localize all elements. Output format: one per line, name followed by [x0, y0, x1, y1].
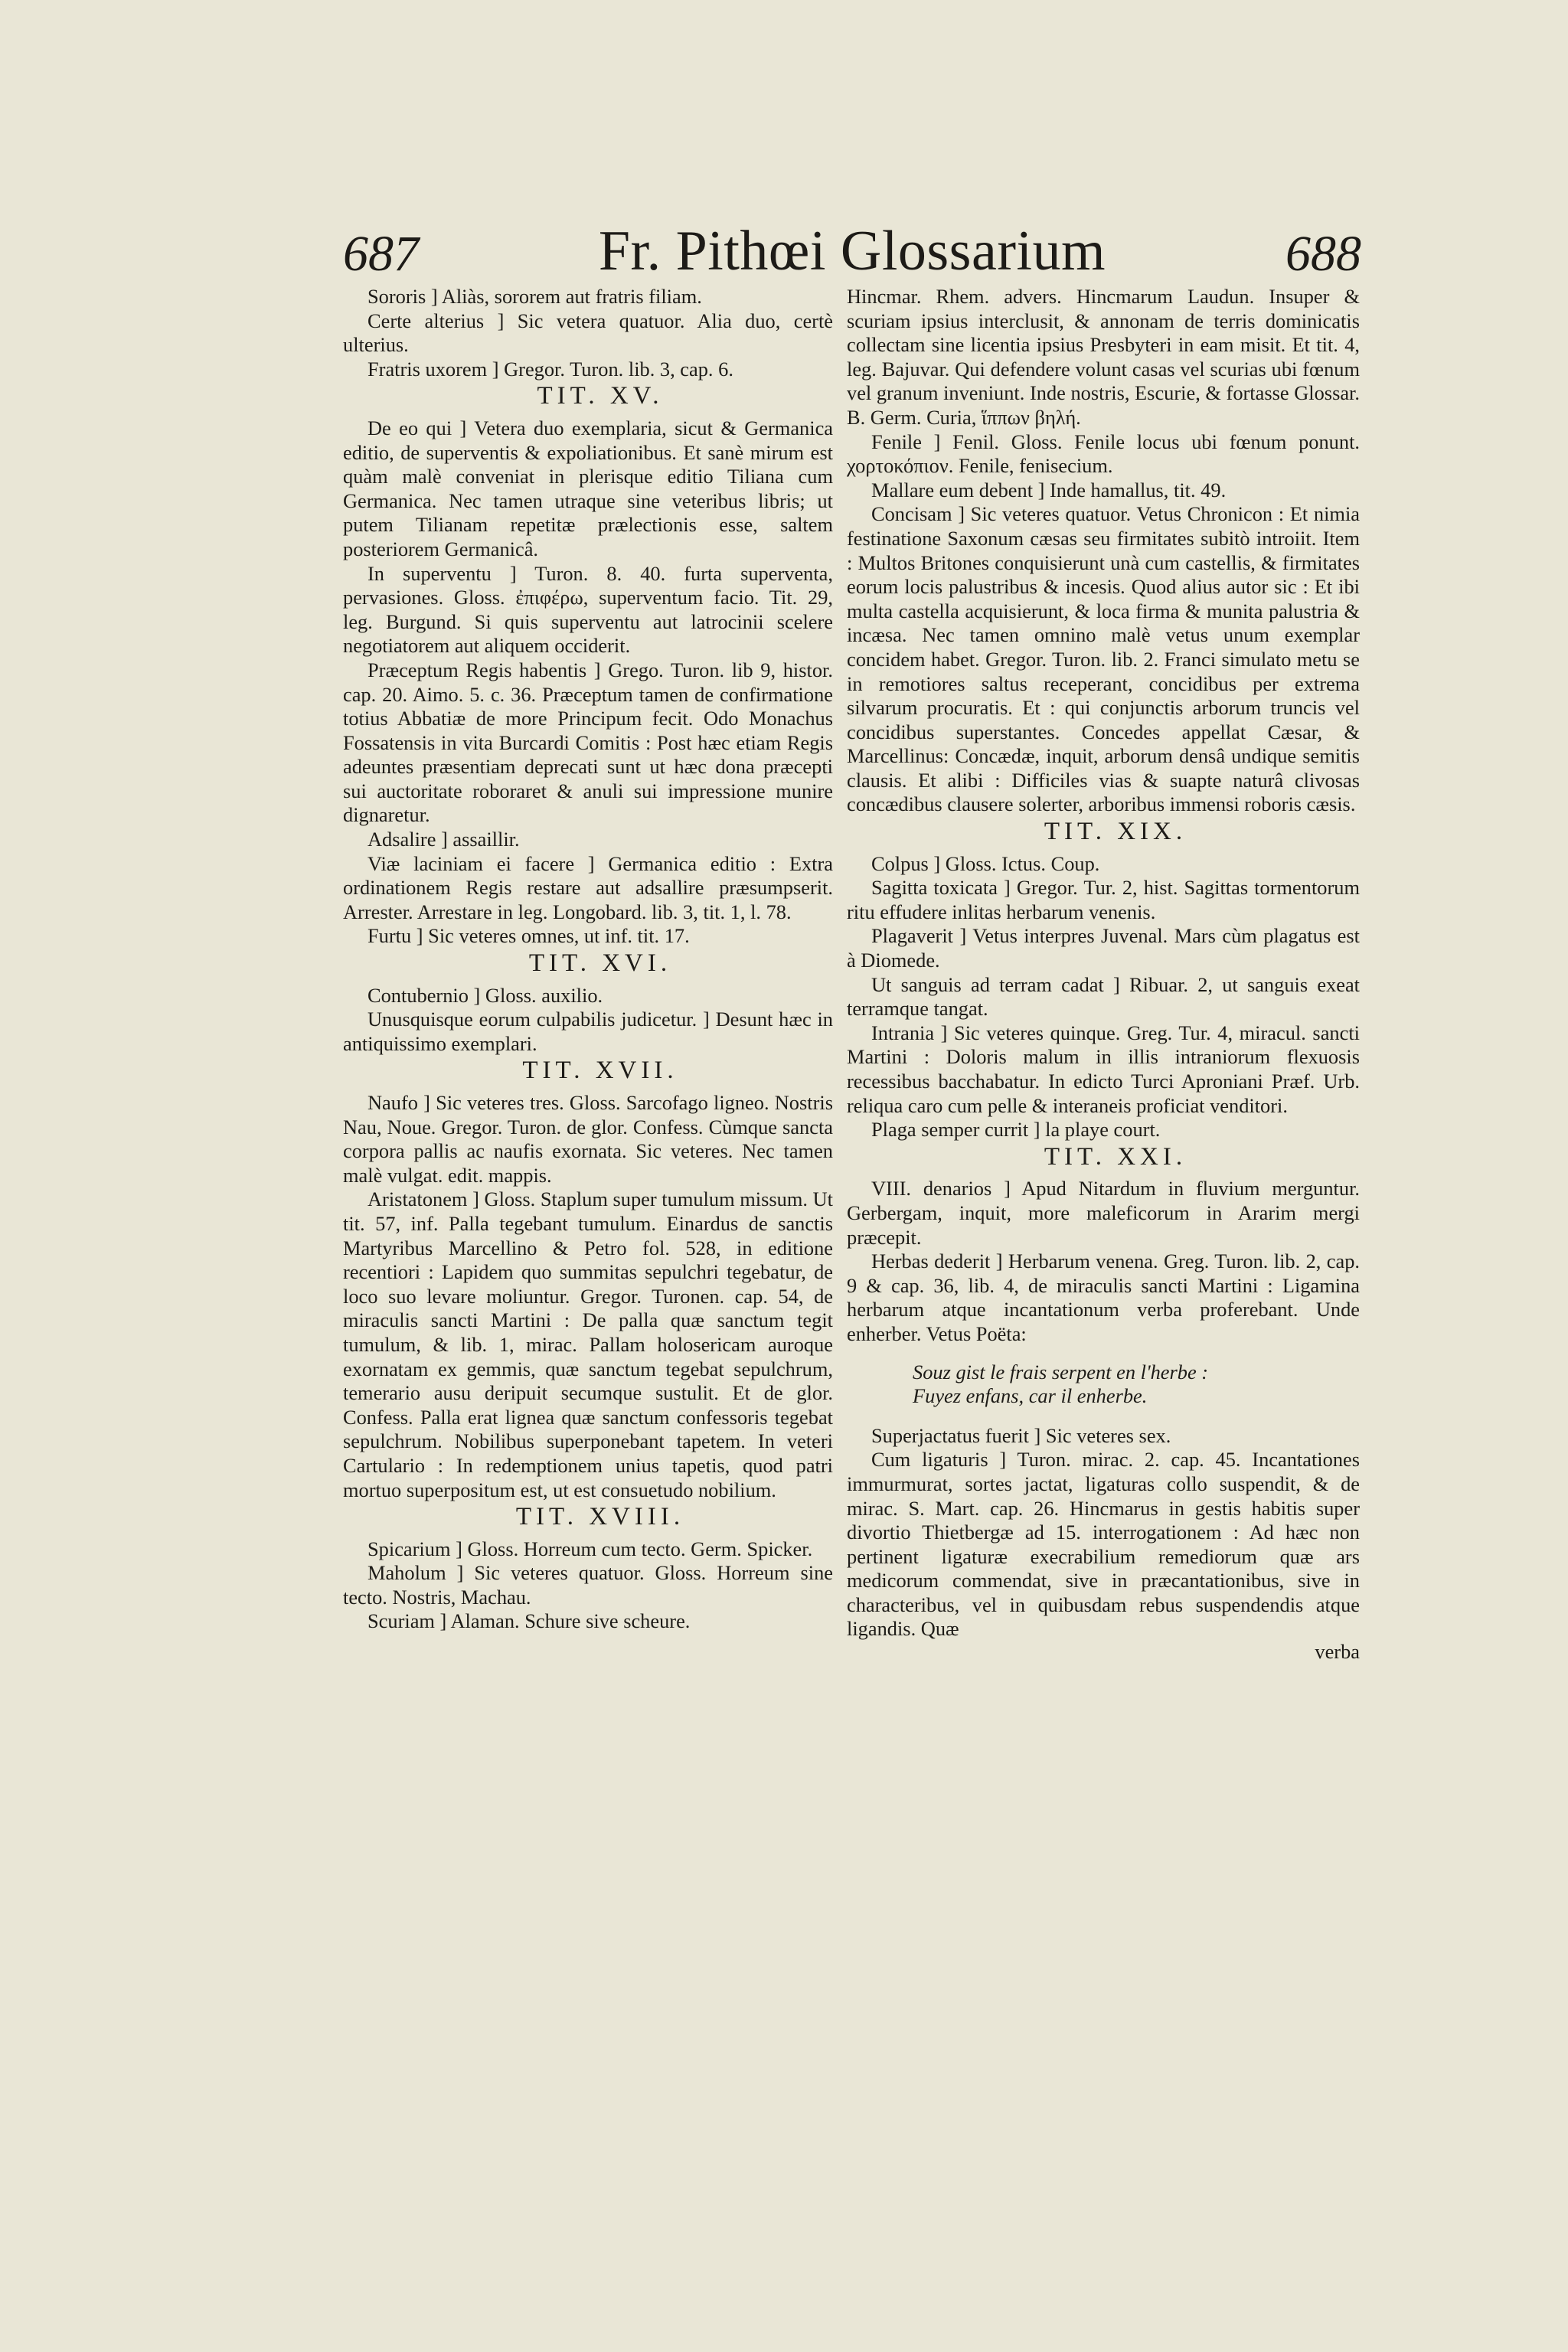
left-page-number: 687 — [343, 226, 419, 282]
section-heading: TIT. XVIII. — [515, 1503, 685, 1531]
gloss-entry: Maholum ] Sic veteres quatuor. Gloss. Horreum sine tecto. Nostris, Machau. — [343, 1561, 833, 1609]
section-heading: TIT. XV. — [537, 382, 664, 410]
gloss-entry: Colpus ] Gloss. Ictus. Coup. — [871, 851, 1100, 875]
gloss-entry: Concisam ] Sic veteres quatuor. Vetus Chronicon : Et nimia festinatione Saxonum cæsas seu firmitates subitò introiit. Item : Multos Britones conquisierunt unà cum castellis, & firmitates eorum locis palustribus & incesis. Quod alius autor sic : Et ibi multa castella acquisierunt, & loca firma & munita palustria & incæsa. Nec tamen omnino malè vetus unum exemplar concidem habet. Gregor. Turon. lib. 2. Franci simulato metu se in remotiores saltus receperant, concidibus per extrema silvarum procuratis. Et : qui conjunctis arborum truncis vel concidibus superstantes. Concedes appellat Cæsar, & Marcellinus: Concædæ, inquit, arborum densâ undique semitis clausis. Et alibi : Difficiles vias & suapte naturâ clivosas concædibus clausere solerter, arboribus immensi roboris cæsis. — [847, 502, 1360, 816]
gloss-entry: Aristatonem ] Gloss. Staplum super tumulum missum. Ut tit. 57, inf. Palla tegebant tumulum. Einardus de sanctis Martyribus Marcellino & Petro fol. 528, in editione recentiori : Lapidem quo summitas sepulchri tegebatur, de loco suo levare moliuntur. Gregor. Turonen. cap. 54, de miraculis sancti Martini : De palla quæ sanctum tegit tumulum, & lib. 1, mirac. Pallam holosericam auroque exornatam ex gemmis, quæ sanctum tegebat sepulchrum, temerario ausu deripuit secumque sustulit. Et de glor. Confess. Palla erat lignea quæ sanctum confessoris tegebat sepulchrum. Nobilibus superponebant tapetem. In veteri Cartulario : In redemptionem unius tapetis, quod patri mortuo superpositum est, ut est consuetudo nobilium. — [343, 1187, 833, 1501]
continued-paragraph: Hincmar. Rhem. advers. Hincmarum Laudun. Insuper & scuriam ipsius interclusit, & annonam de terris dominicatis collectam sine licentia ipsius Presbyteri in eam misit. Et tit. 4, leg. Bajuvar. Qui defendere volunt casas vel scurias ubi fœnum vel granum inveniunt. Inde nostris, Escurie, & fortasse Glossar. B. Germ. Curia, ἵππων βηλή. — [847, 285, 1360, 429]
gloss-entry: Superjactatus fuerit ] Sic veteres sex. — [871, 1423, 1171, 1447]
gloss-entry: In superventu ] Turon. 8. 40. furta superventa, pervasiones. Gloss. ἐπιφέρω, superventum facio. Tit. 29, leg. Burgund. Si quis superventu aut latrocinii scelere negotiatorem aut aliquem occiderit. — [343, 561, 833, 658]
right-text-column — [847, 285, 1360, 1664]
verse-line: Fuyez enfans, car il enherbe. — [913, 1384, 1148, 1408]
verse-quote — [847, 1361, 1360, 1409]
gloss-entry: Fenile ] Fenil. Gloss. Fenile locus ubi fœnum ponunt. χορτοκόπιον. Fenile, fenisecium. — [847, 430, 1360, 478]
gloss-entry: Sororis ] Aliàs, sororem aut fratris filiam. — [368, 285, 702, 308]
section-heading: TIT. XVI. — [528, 949, 672, 978]
right-page-number: 688 — [1285, 226, 1361, 282]
section-heading: TIT. XVII. — [522, 1057, 678, 1085]
gloss-entry: Plagaverit ] Vetus interpres Juvenal. Mars cùm plagatus est à Diomede. — [847, 924, 1360, 972]
gloss-entry: VIII. denarios ] Apud Nitardum in fluvium merguntur. Gerbergam, inquit, more maleficorum in Ararim mergi præcepit. — [847, 1177, 1360, 1249]
gloss-entry: Adsalire ] assaillir. — [368, 828, 520, 851]
gloss-entry: Cum ligaturis ] Turon. mirac. 2. cap. 45. Incantationes immurmurat, sortes jactat, ligaturas collo suspendit, & de mirac. S. Mart. cap. 26. Hincmarus in gestis habitis super divortio Thietbergæ ad 15. interrogationem : Ad hæc non pertinent ligaturæ execrabilium remediorum quæ ars medicorum commendat, sive in præcantationibus, sive in characteribus, vel in quibusdam rebus suspendendis atque ligandis. Quæ — [847, 1448, 1360, 1641]
gloss-entry: Unusquisque eorum culpabilis judicetur. ] Desunt hæc in antiquissimo exemplari. — [343, 1008, 833, 1055]
gloss-entry: Scuriam ] Alaman. Schure sive scheure. — [368, 1609, 691, 1633]
gloss-entry: Præceptum Regis habentis ] Grego. Turon. lib 9, histor. cap. 20. Aimo. 5. c. 36. Præceptum tamen de confirmatione totius Abbatiæ de more Principum fecit. Odo Monachus Fossatensis in vita Burcardi Comitis : Post hæc etiam Regis adeuntes præsentiam deprecati sunt ut hæc dona præcepti sui auctoritate roboraret & anuli sui impressione munire dignaretur. — [343, 658, 833, 827]
gloss-entry: Plaga semper currit ] la playe court. — [871, 1118, 1161, 1142]
gloss-entry: Fratris uxorem ] Gregor. Turon. lib. 3, cap. 6. — [368, 357, 733, 381]
gloss-entry: Contubernio ] Gloss. auxilio. — [368, 983, 603, 1007]
gloss-entry: Intrania ] Sic veteres quinque. Greg. Tur. 4, miracul. sancti Martini : Doloris malum in illis intraniorum flexuosis recessibus bacchabatur. In edicto Turci Aproniani Præf. Urb. reliqua caro cum pelle & interaneis proficiat venditori. — [847, 1021, 1360, 1117]
running-header — [343, 195, 1361, 283]
gloss-entry: Spicarium ] Gloss. Horreum cum tecto. Germ. Spicker. — [368, 1537, 813, 1560]
gloss-entry: De eo qui ] Vetera duo exemplaria, sicut & Germanica editio, de superventis & expoliationibus. Et sanè mirum est quàm malè conveniat in plerisque editio Tiliana cum Germanica. Nec tamen utraque sine veteribus libris; ut putem Tilianam repetitæ prælectionis esse, saltem posteriorem Germanicâ. — [343, 416, 833, 560]
left-text-column — [343, 285, 833, 1634]
gloss-entry: Sagitta toxicata ] Gregor. Tur. 2, hist. Sagittas tormentorum ritu effudere inlitas herbarum venenis. — [847, 876, 1360, 923]
gloss-entry: Ut sanguis ad terram cadat ] Ribuar. 2, ut sanguis exeat terramque tangat. — [847, 972, 1360, 1021]
page-title: Fr. Pithœi Glossarium — [598, 220, 1106, 283]
gloss-entry: Certe alterius ] Sic vetera quatuor. Alia duo, certè ulterius. — [343, 309, 833, 357]
gloss-entry: Furtu ] Sic veteres omnes, ut inf. tit. 17. — [368, 924, 690, 948]
gloss-entry: Viæ laciniam ei facere ] Germanica editio : Extra ordinationem Regis restare aut adsallire præsumpserit. Arrester. Arrestare in leg. Longobard. lib. 3, tit. 1, l. 78. — [343, 851, 833, 923]
gloss-entry: Mallare eum debent ] Inde hamallus, tit. 49. — [871, 478, 1227, 501]
catchword: verba — [1315, 1640, 1360, 1664]
section-heading: TIT. XIX. — [1044, 818, 1187, 846]
gloss-entry: Herbas dederit ] Herbarum venena. Greg. Turon. lib. 2, cap. 9 & cap. 36, lib. 4, de miraculis sancti Martini : Ligamina herbarum atque incantationum verba proferebant. Unde enherber. Vetus Poëta: — [847, 1250, 1360, 1345]
gloss-entry: Naufo ] Sic veteres tres. Gloss. Sarcofago ligneo. Nostris Nau, Noue. Gregor. Turon. de glor. Confess. Cùmque sancta corpora pallis ac naufis exornata. Sic veteres. Nec tamen malè vulgat. edit. mappis. — [343, 1091, 833, 1187]
section-heading: TIT. XXI. — [1044, 1142, 1187, 1171]
verse-line: Souz gist le frais serpent en l'herbe : — [913, 1360, 1209, 1383]
